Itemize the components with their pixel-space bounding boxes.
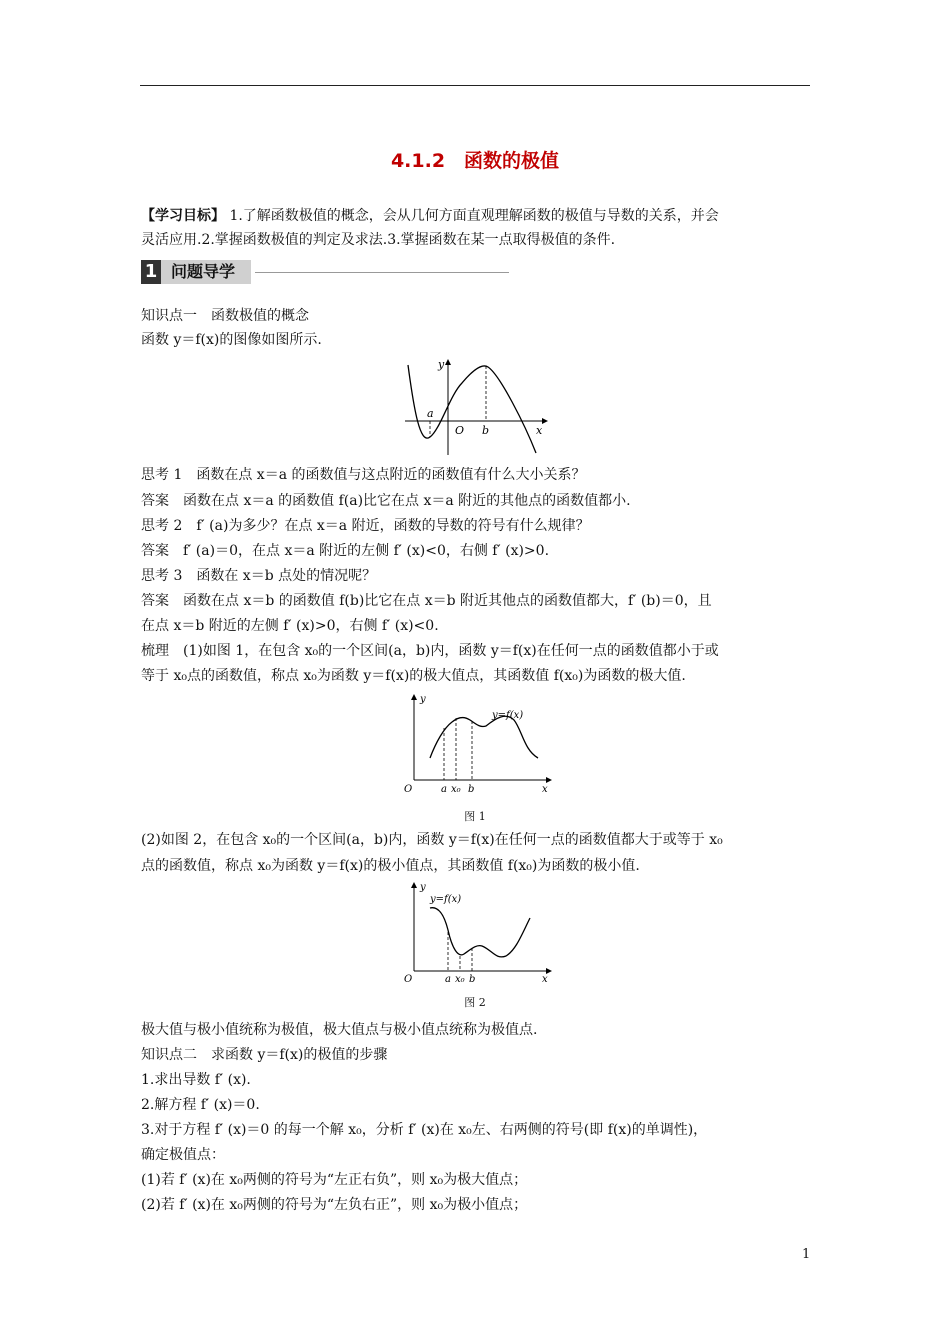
rule-2: (2)若 f′ (x)在 x₀两侧的符号为“左负右正”，则 x₀为极小值点； [141, 1197, 528, 1213]
x-axis-label: x [536, 424, 543, 437]
figure-2-local-min [396, 878, 556, 988]
point-b-label: b [469, 974, 476, 985]
origin-label: O [404, 974, 413, 985]
section-label: 问题导学 [161, 260, 251, 284]
section-number: 1 [141, 260, 161, 284]
summary-1-line-1: 梳理 (1)如图 1，在包含 x₀的一个区间(a，b)内，函数 y＝f(x)在任何一点的函数值都小于或 [141, 643, 719, 659]
point-a-label: a [445, 974, 451, 985]
origin-label: O [455, 424, 465, 437]
origin-label: O [404, 784, 413, 795]
function-intro: 函数 y＝f(x)的图像如图所示. [141, 332, 322, 348]
curve-label: y=f(x) [430, 894, 462, 905]
x-axis-arrow [542, 418, 548, 424]
y-axis-label: y [438, 358, 445, 371]
header-rule [140, 85, 810, 86]
x-axis-label: x [542, 784, 548, 795]
point-a-label: a [441, 784, 447, 795]
y-axis-label: y [420, 882, 426, 893]
x-axis-label: x [542, 974, 548, 985]
learning-goals-tag: 【学习目标】 [141, 208, 225, 224]
knowledge-point-1-heading: 知识点一 函数极值的概念 [141, 308, 309, 324]
think-2-answer: 答案 f′ (a)＝0，在点 x＝a 附近的左侧 f′ (x)<0，右侧 f′ (x)>0. [141, 543, 550, 559]
y-axis-arrow [411, 882, 417, 888]
page-title: 4.1.2 函数的极值 [390, 150, 560, 172]
curve-label: y=f(x) [492, 710, 524, 721]
y-axis-arrow [411, 694, 417, 700]
point-b-label: b [468, 784, 475, 795]
function-curve [430, 908, 530, 957]
think-1-question: 思考 1 函数在点 x＝a 的函数值与这点附近的函数值有什么大小关系？ [141, 467, 586, 483]
y-axis-label: y [420, 694, 426, 705]
summary-2-line-2: 点的函数值，称点 x₀为函数 y＝f(x)的极小值点，其函数值 f(x₀)为函数的极小值. [141, 858, 640, 874]
think-1-answer: 答案 函数在点 x＝a 的函数值 f(a)比它在点 x＝a 附近的其他点的函数值都小. [141, 493, 631, 509]
y-axis-arrow [445, 359, 451, 365]
learning-goals-line-2: 灵活应用.2.掌握函数极值的判定及求法.3.掌握函数在某一点取得极值的条件. [141, 232, 616, 248]
function-curve [430, 716, 538, 758]
think-3-answer-2: 在点 x＝b 附近的左侧 f′ (x)>0，右侧 f′ (x)<0. [141, 618, 439, 634]
learning-goals-line-1 [141, 206, 719, 226]
summary-1-line-2: 等于 x₀点的函数值，称点 x₀为函数 y＝f(x)的极大值点，其函数值 f(x₀)为函数的极大值. [141, 668, 686, 684]
figure-2-caption: 图 2 [464, 996, 486, 1009]
section-rule [255, 272, 509, 273]
point-a-label: a [427, 407, 434, 420]
figure-1-caption: 图 1 [464, 810, 486, 823]
think-3-question: 思考 3 函数在 x＝b 点处的情况呢？ [141, 568, 377, 584]
page-number: 1 [802, 1247, 811, 1262]
knowledge-point-2-heading: 知识点二 求函数 y＝f(x)的极值的步骤 [141, 1047, 388, 1063]
rule-1: (1)若 f′ (x)在 x₀两侧的符号为“左正右负”，则 x₀为极大值点； [141, 1172, 528, 1188]
think-3-answer-1: 答案 函数在点 x＝b 的函数值 f(b)比它在点 x＝b 附近其他点的函数值都大，f′ (b)＝0，且 [141, 593, 712, 609]
point-x0-label: x₀ [451, 784, 461, 795]
point-x0-label: x₀ [455, 974, 465, 985]
step-2: 2.解方程 f′ (x)＝0. [141, 1097, 260, 1113]
think-2-question: 思考 2 f′ (a)为多少？在点 x＝a 附近，函数的导数的符号有什么规律？ [141, 518, 590, 534]
learning-goals-text-1: 1.了解函数极值的概念，会从几何方面直观理解函数的极值与导数的关系，并会 [229, 208, 719, 224]
section-header-1 [141, 260, 509, 284]
summary-2-line-1: (2)如图 2，在包含 x₀的一个区间(a，b)内，函数 y＝f(x)在任何一点的函数值都大于或等于 x₀ [141, 832, 723, 848]
extremum-summary: 极大值与极小值统称为极值，极大值点与极小值点统称为极值点. [141, 1022, 538, 1038]
x-axis-arrow [546, 777, 552, 783]
figure-1-local-max [396, 690, 556, 800]
step-3-line-2: 确定极值点： [141, 1147, 225, 1163]
step-3-line-1: 3.对于方程 f′ (x)＝0 的每一个解 x₀，分析 f′ (x)在 x₀左、右两侧的符号(即 f(x)的单调性)， [141, 1122, 708, 1138]
step-1: 1.求出导数 f′ (x). [141, 1072, 251, 1088]
function-graph-figure [400, 355, 550, 457]
point-b-label: b [482, 424, 490, 437]
